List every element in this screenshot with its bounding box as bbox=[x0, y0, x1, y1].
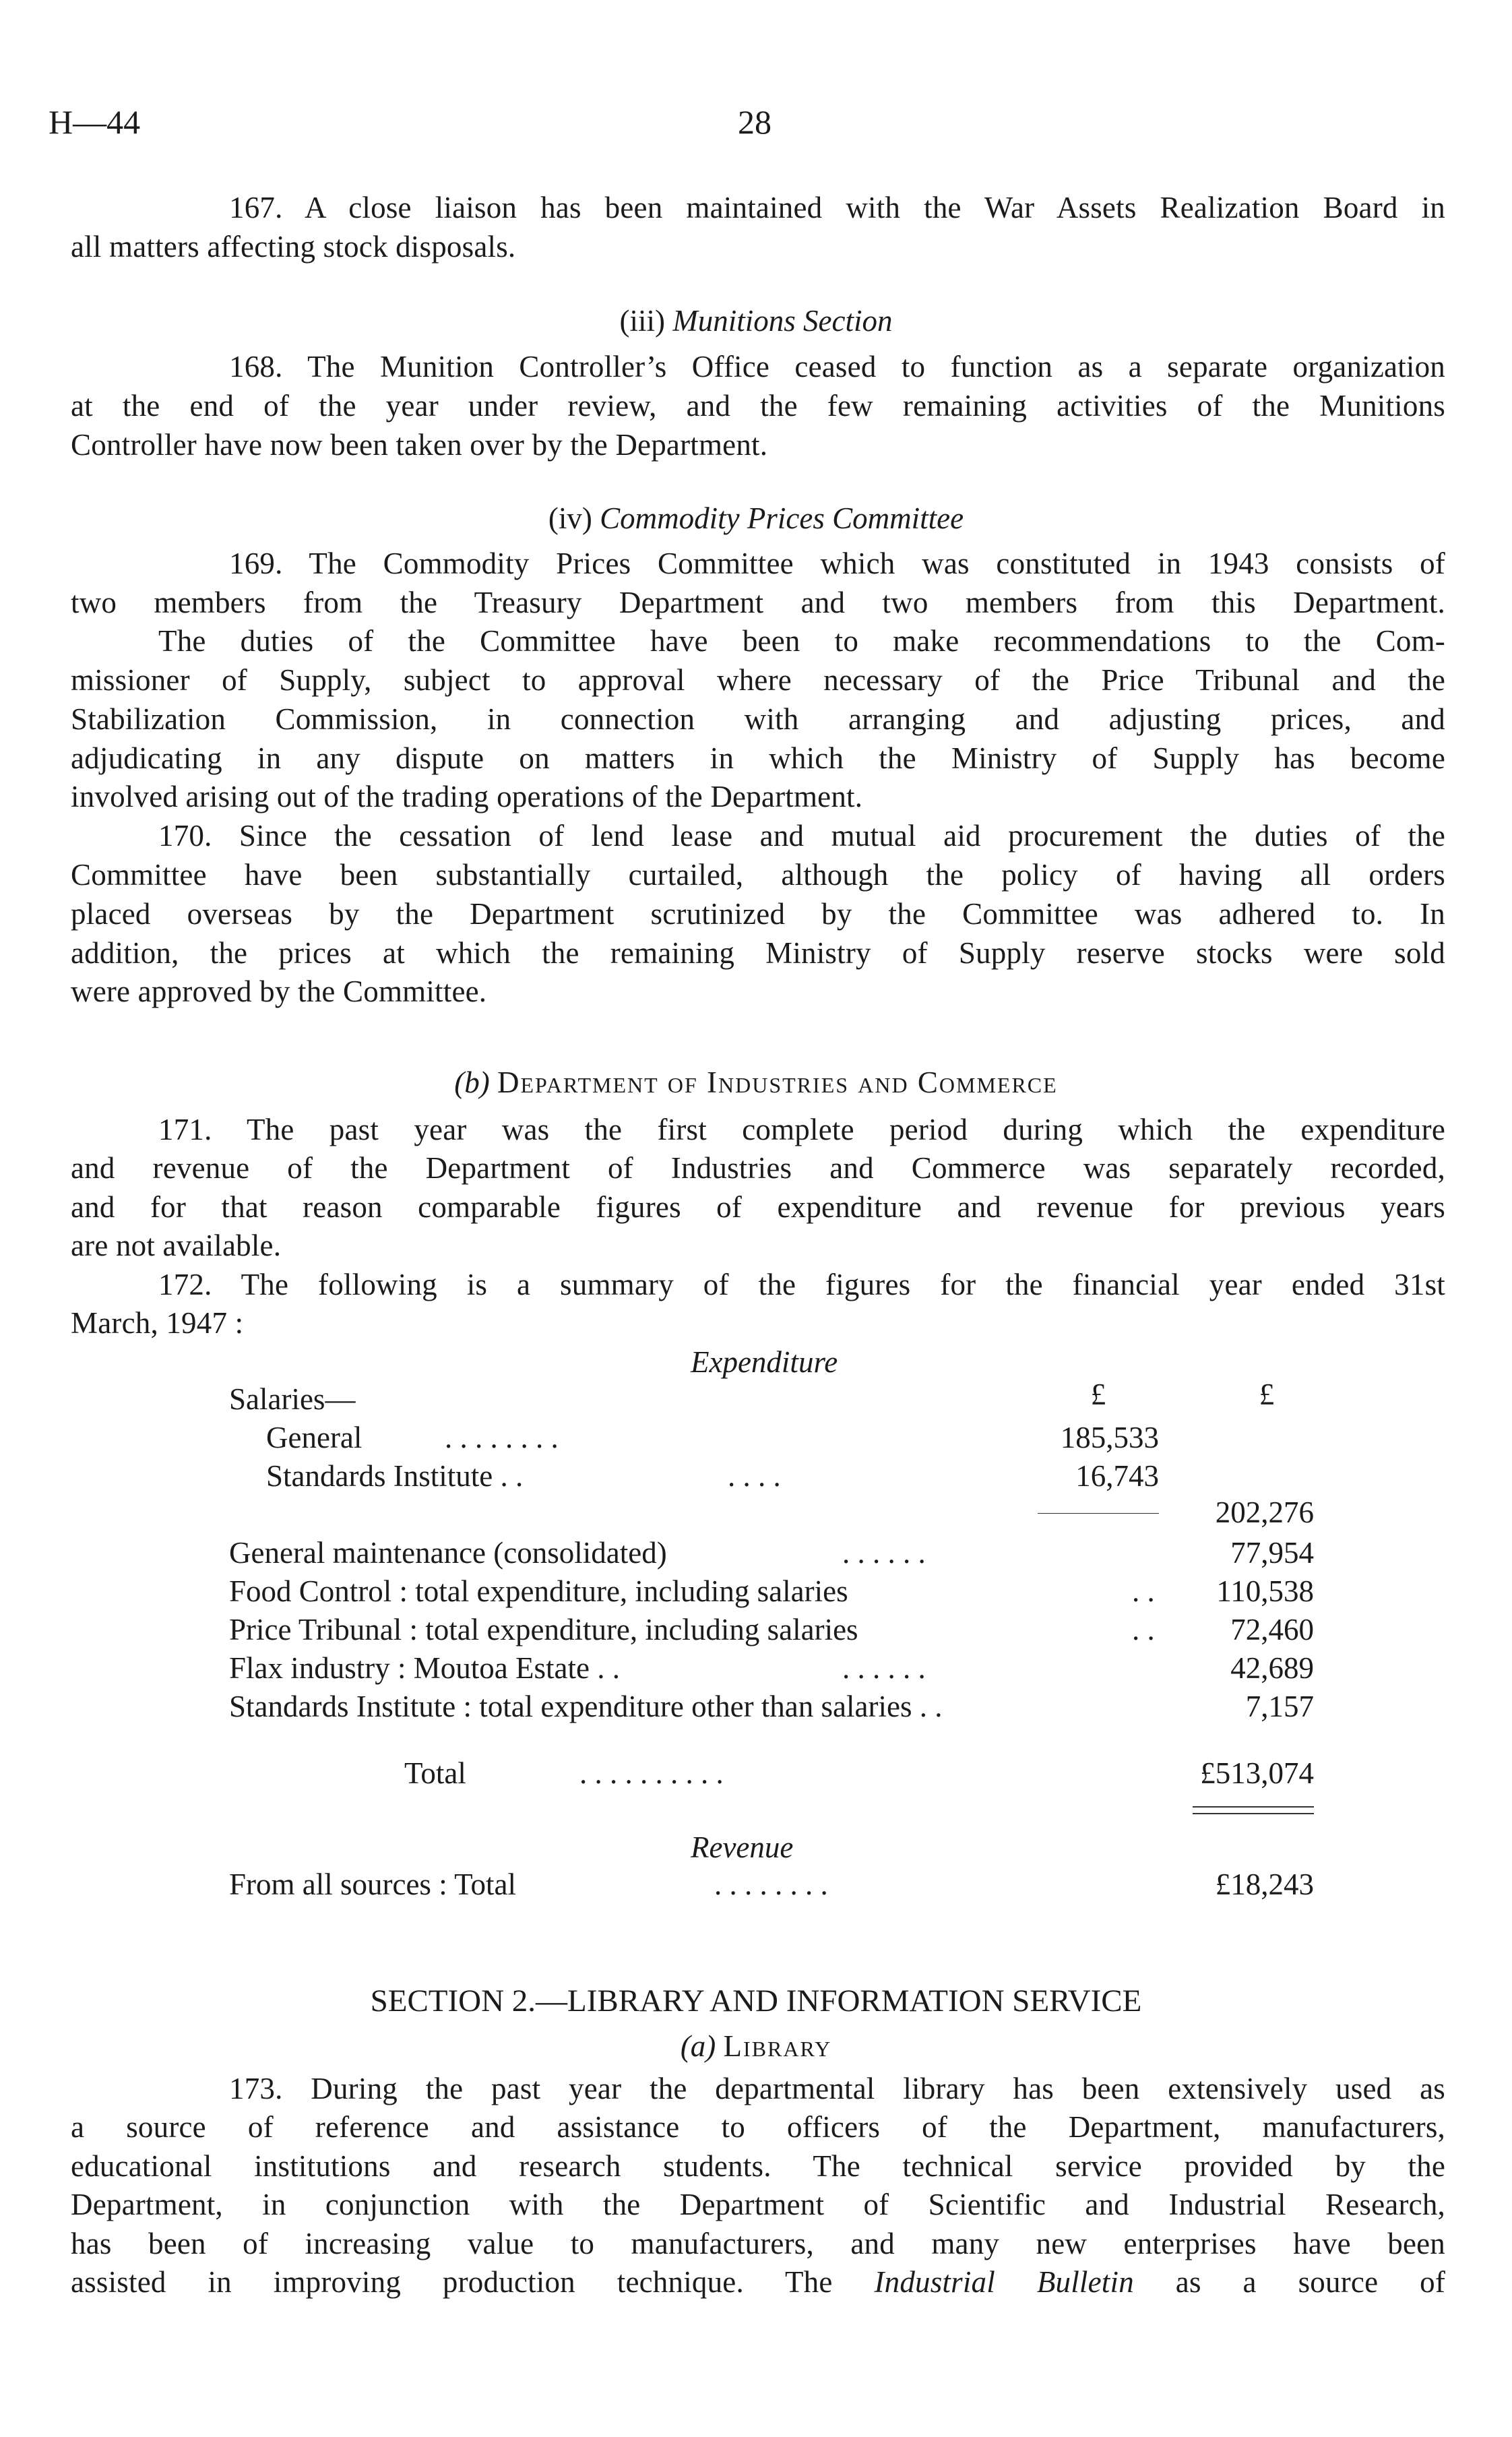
paragraph-169-line: Stabilization Commission, in connection with arranging and adjusting prices, and bbox=[71, 702, 1445, 736]
paragraph-170-line: 170. Since the cessation of lend lease and mutual aid procurement the duties of the bbox=[158, 819, 1445, 853]
paragraph-171-line: 171. The past year was the first complete period during which the expenditure bbox=[158, 1113, 1445, 1146]
paragraph-170-line: were approved by the Committee. bbox=[71, 975, 487, 1008]
expense-row-label: Flax industry : Moutoa Estate . . bbox=[229, 1651, 620, 1685]
leader-dots: . . . . . . . . . . bbox=[579, 1756, 724, 1790]
leader-dots: . . bbox=[1132, 1613, 1155, 1646]
salaries-label: Salaries— bbox=[229, 1382, 356, 1416]
paragraph-173-line: has been of increasing value to manufacturers, and many new enterprises have been bbox=[71, 2227, 1445, 2260]
expense-row-value: 110,538 bbox=[1216, 1574, 1314, 1608]
expense-row-value: 77,954 bbox=[1230, 1536, 1314, 1570]
expense-row-value: 7,157 bbox=[1245, 1690, 1314, 1723]
total-label: Total bbox=[404, 1756, 466, 1790]
paragraph-170-line: addition, the prices at which the remaining Ministry of Supply reserve stocks were sold bbox=[71, 936, 1445, 970]
library-subheading: (a) Library bbox=[680, 2029, 832, 2063]
paragraph-170-line: Committee have been substantially curtailed, although the policy of having all orders bbox=[71, 858, 1445, 892]
paragraph-168-line: Controller have now been taken over by the Department. bbox=[71, 428, 768, 462]
paragraph-169-line: adjudicating in any dispute on matters in which the Ministry of Supply has become bbox=[71, 741, 1445, 775]
expenditure-heading: Expenditure bbox=[691, 1345, 838, 1379]
expense-row-label: General maintenance (consolidated) bbox=[229, 1536, 667, 1570]
munitions-section-heading: (iii) Munitions Section bbox=[619, 304, 893, 338]
salaries-general-label: General bbox=[266, 1421, 363, 1454]
paragraph-168-line: 168. The Munition Controller’s Office ceased to function as a separate organization bbox=[229, 350, 1445, 383]
paragraph-173-line: educational institutions and research students. The technical service provided by the bbox=[71, 2149, 1445, 2183]
paragraph-173-line: a source of reference and assistance to officers of the Department, manufacturers, bbox=[71, 2110, 1445, 2144]
paragraph-171-line: are not available. bbox=[71, 1229, 282, 1262]
expense-row-label: Food Control : total expenditure, including salaries bbox=[229, 1574, 848, 1608]
paragraph-168-line: at the end of the year under review, and the few remaining activities of the Munitions bbox=[71, 389, 1445, 423]
total-expenditure-value: £513,074 bbox=[1200, 1756, 1314, 1790]
leader-dots: . . bbox=[1132, 1574, 1155, 1608]
paragraph-173-line: assisted in improving production technique. The Industrial Bulletin as a source of bbox=[71, 2265, 1445, 2299]
subtotal-rule bbox=[1038, 1513, 1159, 1514]
expense-row-label: Standards Institute : total expenditure other than salaries . . bbox=[229, 1690, 943, 1723]
leader-dots: . . . . . . bbox=[842, 1651, 926, 1685]
section-2-title: SECTION 2.—LIBRARY AND INFORMATION SERVICE bbox=[370, 1983, 1142, 2018]
paragraph-167-line: all matters affecting stock disposals. bbox=[71, 230, 516, 264]
paragraph-171-line: and revenue of the Department of Industries and Commerce was separately recorded, bbox=[71, 1151, 1445, 1185]
total-revenue-value: £18,243 bbox=[1215, 1868, 1314, 1901]
paragraph-172-line: March, 1947 : bbox=[71, 1306, 244, 1340]
paragraph-169-line: involved arising out of the trading operations of the Department. bbox=[71, 780, 863, 813]
salaries-subtotal-value: 202,276 bbox=[1215, 1495, 1314, 1529]
paragraph-169-line: missioner of Supply, subject to approval where necessary of the Price Tribunal and the bbox=[71, 663, 1445, 697]
paragraph-169-line: two members from the Treasury Department and two members from this Department. bbox=[71, 586, 1445, 619]
paragraph-173-line: Department, in conjunction with the Department of Scientific and Industrial Research, bbox=[71, 2188, 1445, 2221]
currency-column-header: £ bbox=[1259, 1378, 1275, 1411]
commodity-prices-heading: (iv) Commodity Prices Committee bbox=[548, 501, 964, 535]
leader-dots: . . . . bbox=[728, 1459, 781, 1493]
industries-commerce-heading: (b) Department of Industries and Commerce bbox=[454, 1066, 1058, 1099]
document-id: H—44 bbox=[49, 103, 141, 141]
expense-row-label: Price Tribunal : total expenditure, including salaries bbox=[229, 1613, 858, 1646]
revenue-heading: Revenue bbox=[691, 1830, 794, 1864]
paragraph-172-line: 172. The following is a summary of the figures for the financial year ended 31st bbox=[158, 1268, 1445, 1301]
paragraph-169-line: The duties of the Committee have been to make recommendations to the Com- bbox=[158, 624, 1445, 658]
expense-row-value: 72,460 bbox=[1230, 1613, 1314, 1646]
salaries-standards-label: Standards Institute . . bbox=[266, 1459, 524, 1493]
salaries-standards-value: 16,743 bbox=[1075, 1459, 1159, 1493]
paragraph-167-line: 167. A close liaison has been maintained with the War Assets Realization Board in bbox=[229, 191, 1445, 224]
leader-dots: . . . . . . bbox=[842, 1536, 926, 1570]
total-double-rule bbox=[1193, 1813, 1314, 1814]
expense-row-value: 42,689 bbox=[1230, 1651, 1314, 1685]
currency-column-header: £ bbox=[1090, 1378, 1106, 1411]
salaries-general-value: 185,533 bbox=[1060, 1421, 1159, 1454]
leader-dots: . . . . . . . . bbox=[714, 1868, 828, 1901]
page-number: 28 bbox=[738, 103, 771, 141]
paragraph-173-line: 173. During the past year the departmental library has been extensively used as bbox=[229, 2072, 1445, 2105]
total-double-rule bbox=[1193, 1806, 1314, 1808]
paragraph-170-line: placed overseas by the Department scrutinized by the Committee was adhered to. In bbox=[71, 897, 1445, 931]
paragraph-171-line: and for that reason comparable figures of expenditure and revenue for previous years bbox=[71, 1190, 1445, 1224]
leader-dots: . . . . . . . . bbox=[445, 1421, 559, 1454]
paragraph-169-line: 169. The Commodity Prices Committee which was constituted in 1943 consists of bbox=[229, 547, 1445, 580]
revenue-label: From all sources : Total bbox=[229, 1868, 516, 1901]
